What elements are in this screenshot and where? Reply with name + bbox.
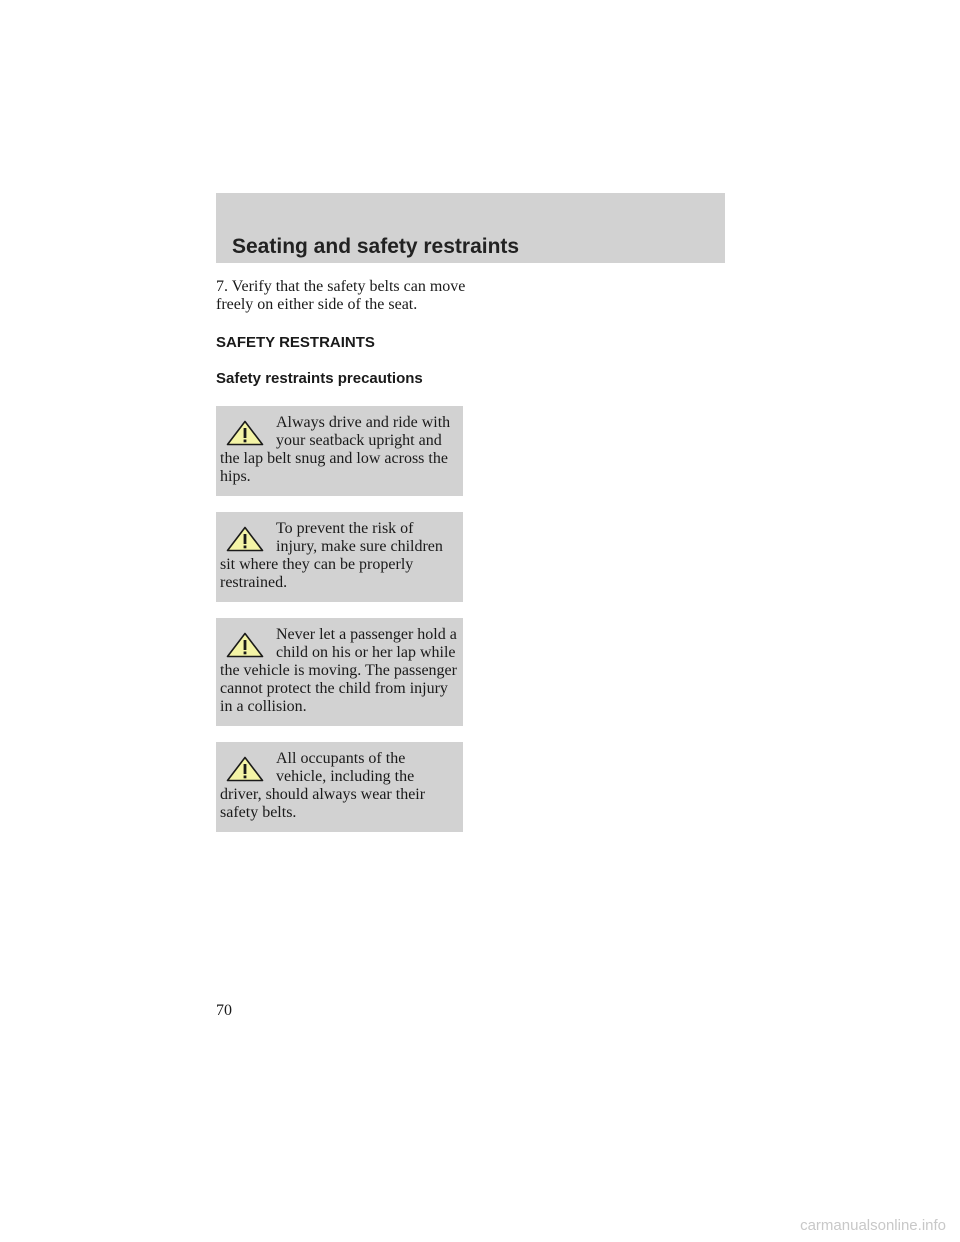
- warning-box: [216, 406, 463, 496]
- warning-text: Never let a passenger hold a child on his or her lap while the vehicle is moving. The passenger cannot protect the child from injury in a collision.: [220, 626, 457, 715]
- watermark-link[interactable]: carmanualsonline.info: [800, 1217, 946, 1234]
- warning-text: Always drive and ride with your seatback upright and the lap belt snug and low across the hips.: [220, 414, 451, 485]
- warning-box: [216, 618, 463, 726]
- section-heading: SAFETY RESTRAINTS: [216, 334, 375, 351]
- sub-heading: Safety restraints precautions: [216, 370, 423, 387]
- step-7-text: 7. Verify that the safety belts can move freely on either side of the seat.: [216, 278, 466, 313]
- warning-triangle-icon: [226, 420, 264, 446]
- warning-triangle-icon: [226, 632, 264, 658]
- section-header-band: [216, 193, 725, 263]
- warning-box: [216, 742, 463, 832]
- page-number: 70: [216, 1002, 232, 1019]
- page-content: [216, 278, 466, 832]
- warning-box: [216, 512, 463, 602]
- warning-triangle-icon: [226, 526, 264, 552]
- warning-text: All occupants of the vehicle, including the driver, should always wear their safety belts.: [220, 750, 426, 821]
- warning-triangle-icon: [226, 756, 264, 782]
- warning-text: To prevent the risk of injury, make sure children sit where they can be properly restrained.: [220, 520, 443, 591]
- section-title: Seating and safety restraints: [232, 235, 520, 258]
